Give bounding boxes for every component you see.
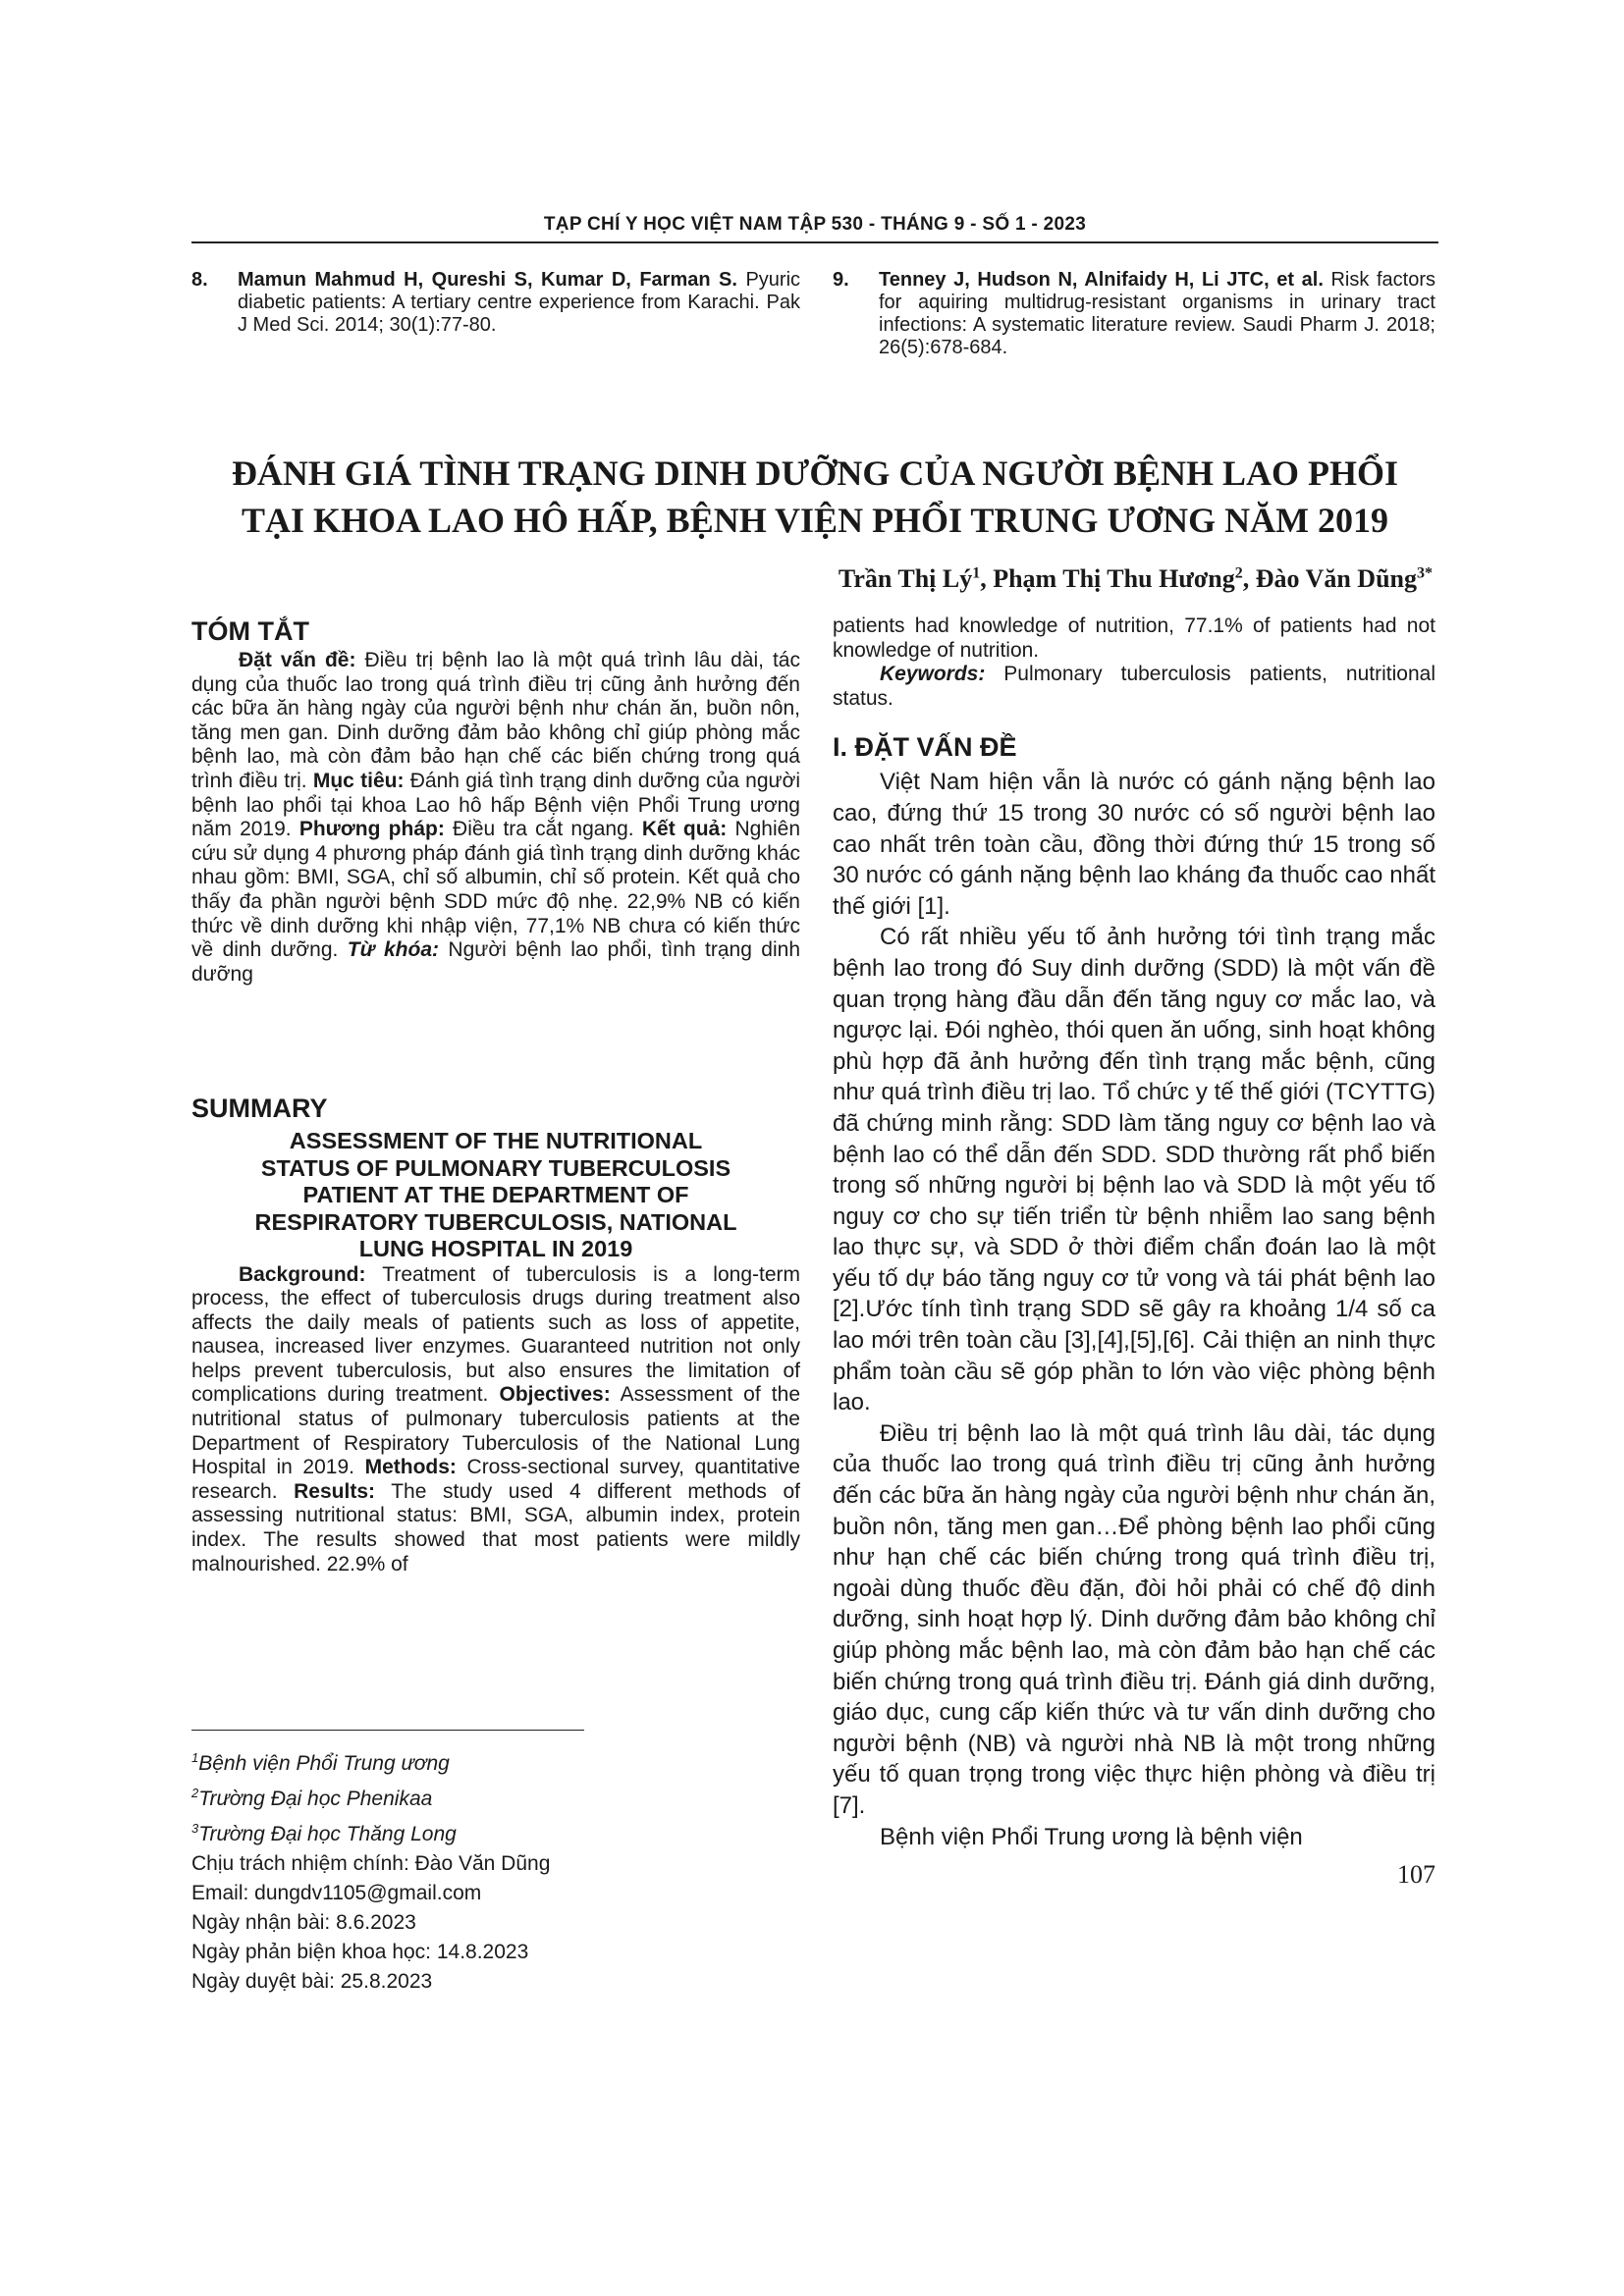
abstract-label: Kết quả: (641, 818, 728, 841)
summary-label: Methods: (364, 1456, 457, 1479)
footnote-divider (191, 1730, 584, 1731)
affiliation-text: Bệnh viện Phổi Trung ương (198, 1752, 450, 1775)
summary-title-line: ASSESSMENT OF THE NUTRITIONAL (289, 1128, 703, 1153)
abstract-label: Mục tiêu: (312, 769, 405, 792)
page-number: 107 (1397, 1860, 1435, 1890)
reference-text: Pyuric diabetic patients: A tertiary centre experience from Karachi. Pak J Med Sci. 2014; 30(1):77-80. (238, 269, 801, 336)
keywords-label: Keywords: (880, 663, 986, 686)
abstract-text: Điều tra cắt ngang. (444, 818, 642, 841)
section-body (833, 767, 1435, 1852)
vietnamese-abstract (191, 616, 800, 987)
corresponding-author: Chịu trách nhiệm chính: Đào Văn Dũng (191, 1852, 551, 1875)
reference-item (833, 269, 1435, 359)
author-affiliation-mark: 2 (1234, 564, 1243, 582)
affiliation (191, 1743, 800, 1779)
reference-text: Risk factors for aquiring multidrug-resistant organisms in urinary tract infections: A systematic literature review. Saudi Pharm J. 2018; 26(5):678-684. (879, 269, 1435, 358)
author-name: Đào Văn Dũng (1255, 564, 1417, 593)
abstract-text: Nghiên cứu sử dụng 4 phương pháp đánh giá tình trạng dinh dưỡng khác nhau gồm: BMI, SGA, chỉ số albumin, chỉ số protein. Kết quả cho thấy đa phần người bệnh SDD mức độ nhẹ. 22,9% NB có kiến thức về dinh dưỡng khi nhập viện, 77,1% NB chưa có kiến thức về dinh dưỡng. (191, 818, 800, 962)
reference-authors: Mamun Mahmud H, Qureshi S, Kumar D, Farman S. (238, 269, 737, 291)
running-header: TẠP CHÍ Y HỌC VIỆT NAM TẬP 530 - THÁNG 9 - SỐ 1 - 2023 (543, 214, 1087, 235)
received-date: Ngày nhận bài: 8.6.2023 (191, 1911, 416, 1934)
reference-authors: Tenney J, Hudson N, Alnifaidy H, Li JTC, et al. (879, 269, 1324, 291)
summary-title-line: PATIENT AT THE DEPARTMENT OF (302, 1182, 689, 1207)
author-name: Phạm Thị Thu Hương (993, 564, 1235, 593)
keywords-text: Pulmonary tuberculosis patients, nutritional status. (833, 663, 1435, 710)
author-name: Trần Thị Lý (838, 564, 973, 593)
author-list: Trần Thị $Lý^1$, Phạm Thị Thu Hương$^2$, Đào Văn Dũng$^{3*}$ (838, 564, 1433, 593)
abstract-text: Điều trị bệnh lao là một quá trình lâu dài, tác dụng của thuốc lao trong quá trình điều trị cũng ảnh hưởng đến các bữa ăn hàng ngày của người bệnh như chán ăn, buồn nôn, tăng men gan. Dinh dưỡng đảm bảo không chỉ giúp phòng mắc bệnh lao, mà còn đảm bảo hạn chế các biến chứng trong quá trình điều trị. (191, 649, 800, 792)
author-affiliation-mark: 1 (972, 564, 981, 582)
abstract-text: Đánh giá tình trạng dinh dưỡng của người bệnh lao phổi tại khoa Lao hô hấp Bệnh viện Phổi Trung ương năm 2019. (191, 769, 801, 841)
reference-item (191, 269, 800, 337)
summary-label: Objectives: (499, 1383, 611, 1407)
right-column (833, 614, 1435, 1890)
body-paragraph: Có rất nhiều yếu tố ảnh hưởng tới tình trạng mắc bệnh lao trong đó Suy dinh dưỡng (SDD) là một vấn đề quan trọng hàng đầu dẫn đến tăng nguy cơ mắc lao, và ngược lại. Đói nghèo, thói quen ăn uống, sinh hoạt không phù hợp đã ảnh hưởng đến tình trạng mắc bệnh, cũng như quá trình điều trị lao. Tổ chức y tế thế giới (TCYTTG) đã chứng minh rằng: SDD làm tăng nguy cơ bệnh lao và bệnh lao có thể dẫn đến SDD. SDD thường rất phổ biến trong số những người bị bệnh lao và SDD là một yếu tố nguy cơ cho sự tiến triển từ bệnh nhiễm lao sang bệnh lao thực sự, và SDD ở thời điểm chẩn đoán lao là một yếu tố dự báo tăng nguy cơ tử vong và tái phát bệnh lao [2].Ước tính tình trạng SDD sẽ gây ra khoảng 1/4 số ca lao mới trên toàn cầu [3],[4],[5],[6]. Cải thiện an ninh thực phẩm toàn cầu sẽ góp phần to lớn vào việc phòng bệnh lao. (833, 924, 1435, 1416)
summary-title (191, 1128, 800, 1263)
body-paragraph: Việt Nam hiện vẫn là nước có gánh nặng bệnh lao cao, đứng thứ 15 trong 30 nước có số người bệnh lao cao nhất trên toàn cầu, đồng thời đứng thứ 15 trong số 30 nước có gánh nặng bệnh lao kháng đa thuốc cao nhất thế giới [1]. (833, 769, 1435, 920)
reference-number: 9. (833, 269, 849, 291)
summary-title-line: LUNG HOSPITAL IN 2019 (358, 1236, 633, 1261)
body-paragraph: Bệnh viện Phổi Trung ương là bệnh viện (880, 1823, 1303, 1850)
author-email: Email: dungdv1105@gmail.com (191, 1882, 482, 1904)
summary-title-line: STATUS OF PULMONARY TUBERCULOSIS (260, 1154, 731, 1181)
affiliation-mark: 3 (191, 1821, 199, 1836)
section-heading: TÓM TẮT (191, 616, 309, 646)
abstract-paragraph (191, 649, 800, 987)
summary-label: Background: (239, 1262, 366, 1286)
body-paragraph: Điều trị bệnh lao là một quá trình lâu dài, tác dụng của thuốc lao trong quá trình điều trị cũng ảnh hưởng đến các bữa ăn hàng ngày của người bệnh như chán ăn, buồn nôn, tăng men gan…Để phòng bệnh lao phổi cũng như hạn chế các biến chứng trong quá trình điều trị, ngoài dùng thuốc đều đặn, đòi hỏi phải có chế độ dinh dưỡng, sinh hoạt hợp lý. Dinh dưỡng đảm bảo không chỉ giúp phòng mắc bệnh lao, mà còn đảm bảo hạn chế các biến chứng trong quá trình điều trị. Đánh giá dinh dưỡng, giáo dục, cung cấp kiến thức và tư vấn dinh dưỡng cho người bệnh (NB) và người nhà NB là một trong những yếu tố quan trọng trong việc thực hiện phòng và điều trị [7]. (833, 1419, 1435, 1819)
header-divider (191, 241, 1438, 243)
author-affiliation-mark: 3* (1417, 564, 1433, 582)
section-heading: I. ĐẶT VẤN ĐỀ (833, 732, 1017, 763)
summary-paragraph (191, 1263, 800, 1577)
footnotes (191, 1743, 800, 1997)
affiliation-mark: 1 (191, 1750, 199, 1765)
article-title (191, 450, 1438, 544)
reference-number: 8. (191, 269, 208, 291)
summary-keywords (833, 663, 1435, 711)
summary-text: Treatment of tuberculosis is a long-term process, the effect of tuberculosis drugs during treatment also affects the daily meals of patients such as loss of appetite, nausea, increased liver enzymes. Guaranteed nutrition not only helps prevent tuberculosis, but also ensures the limitation of complications during treatment. (191, 1262, 800, 1407)
reviewed-date: Ngày phản biện khoa học: 14.8.2023 (191, 1941, 529, 1963)
summary-continuation: patients had knowledge of nutrition, 77.1% of patients had not knowledge of nutrition. (833, 614, 1435, 662)
abstract-label: Phương pháp: (298, 818, 445, 841)
english-summary (191, 1094, 800, 1576)
summary-title-line: RESPIRATORY TUBERCULOSIS, NATIONAL (254, 1208, 737, 1235)
summary-text: Cross-sectional survey, quantitative research. (191, 1456, 800, 1503)
keywords-text: Người bệnh lao phổi, tình trạng dinh dưỡng (191, 938, 800, 986)
summary-label: Results: (294, 1479, 375, 1503)
affiliation-text: Trường Đại học Thăng Long (198, 1823, 457, 1845)
affiliation (191, 1779, 800, 1814)
affiliation (191, 1814, 800, 1849)
accepted-date: Ngày duyệt bài: 25.8.2023 (191, 1970, 433, 1993)
summary-text: The study used 4 different methods of assessing nutritional status: BMI, SGA, albumin index, protein index. The results showed that most patients were mildly malnourished. 22.9% of (191, 1479, 800, 1575)
section-heading: SUMMARY (191, 1094, 328, 1123)
affiliation-text: Trường Đại học Phenikaa (198, 1788, 433, 1810)
article-title-line: ĐÁNH GIÁ TÌNH TRẠNG DINH DƯỠNG CỦA NGƯỜI BỆNH LAO PHỔI (231, 454, 1399, 493)
abstract-label: Đặt vấn đề: (239, 649, 356, 671)
article-title-line: TẠI KHOA LAO HÔ HẤP, BỆNH VIỆN PHỔI TRUNG ƯƠNG NĂM 2019 (241, 501, 1389, 540)
affiliation-mark: 2 (191, 1786, 199, 1800)
summary-text: Assessment of the nutritional status of pulmonary tuberculosis patients at the Department of Respiratory Tuberculosis of the National Lung Hospital in 2019. (191, 1383, 800, 1479)
keywords-label: Từ khóa: (347, 938, 440, 962)
